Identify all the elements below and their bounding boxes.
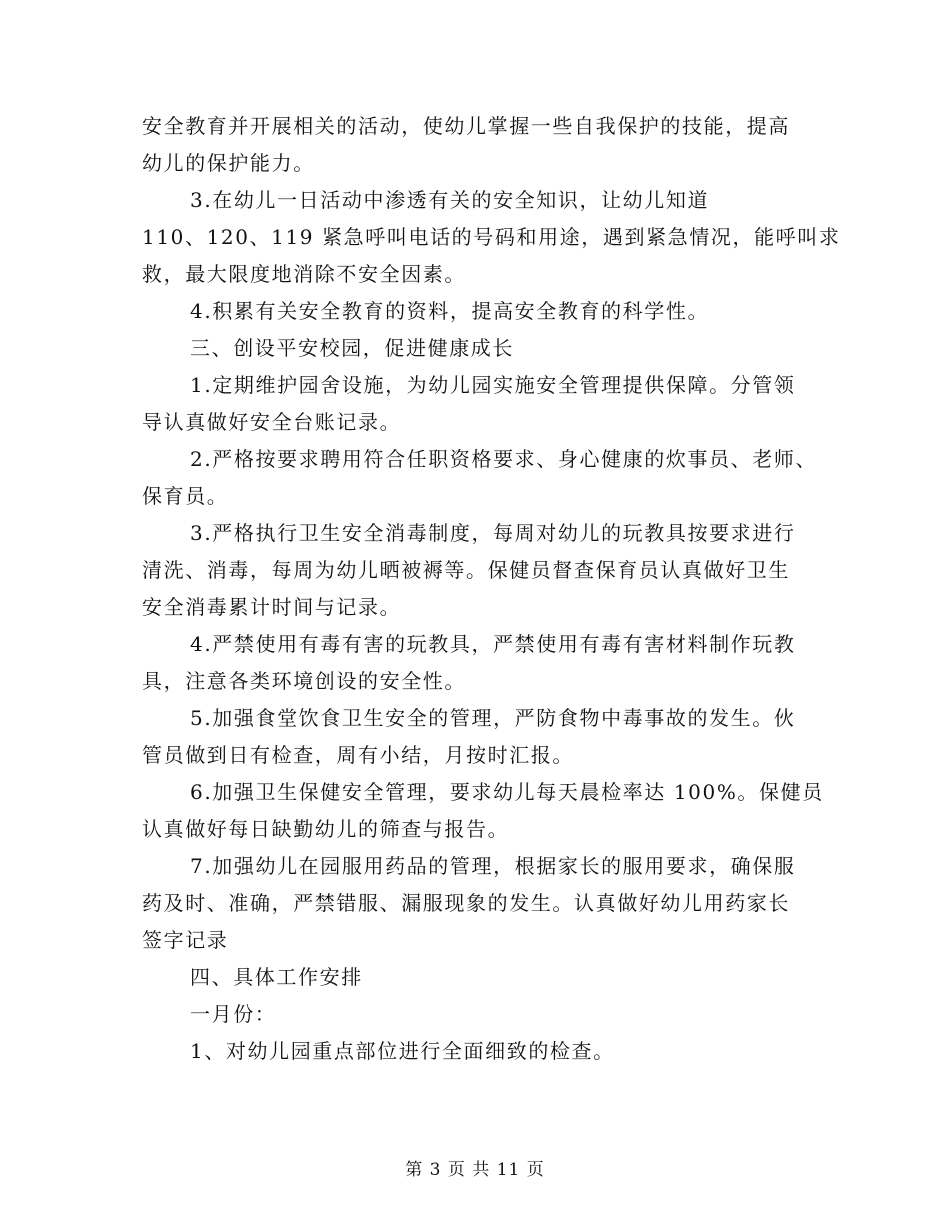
text-line: 7.加强幼儿在园服用药品的管理，根据家长的服用要求，确保服 [190, 854, 796, 878]
text-line: 保育员。 [142, 484, 229, 508]
text-line: 幼儿的保护能力。 [142, 151, 315, 175]
text-line: 4.积累有关安全教育的资料，提高安全教育的科学性。 [190, 299, 710, 323]
text-line: 1.定期维护园舍设施，为幼儿园实施安全管理提供保障。分管领 [190, 373, 796, 397]
text-line: 5.加强食堂饮食卫生安全的管理，严防食物中毒事故的发生。伙 [190, 706, 796, 730]
text-line: 药及时、准确，严禁错服、漏服现象的发生。认真做好幼儿用药家长 [142, 891, 790, 915]
text-line: 救，最大限度地消除不安全因素。 [142, 262, 466, 286]
text-line: 认真做好每日缺勤幼儿的筛查与报告。 [142, 817, 510, 841]
text-line: 安全教育并开展相关的活动，使幼儿掌握一些自我保护的技能，提高 [142, 114, 790, 138]
text-line: 管员做到日有检查，周有小结，月按时汇报。 [142, 743, 574, 767]
text-line: 具，注意各类环境创设的安全性。 [142, 669, 466, 693]
text-line: 2.严格按要求聘用符合任职资格要求、身心健康的炊事员、老师、 [190, 447, 818, 471]
text-line: 4.严禁使用有毒有害的玩教具，严禁使用有毒有害材料制作玩教 [190, 632, 796, 656]
text-line: 清洗、消毒，每周为幼儿晒被褥等。保健员督查保育员认真做好卫生 [142, 558, 790, 582]
section-heading: 四、具体工作安排 [190, 965, 363, 989]
text-line: 导认真做好安全台账记录。 [142, 410, 402, 434]
document-body [142, 108, 841, 1070]
text-line: 6.加强卫生保健安全管理，要求幼儿每天晨检率达 100%。保健员 [190, 780, 824, 804]
section-heading: 三、创设平安校园，促进健康成长 [190, 336, 514, 360]
text-line: 3.严格执行卫生安全消毒制度，每周对幼儿的玩教具按要求进行 [190, 521, 796, 545]
subsection-heading: 一月份： [190, 1002, 277, 1026]
text-line: 安全消毒累计时间与记录。 [142, 595, 402, 619]
text-line: 3.在幼儿一日活动中渗透有关的安全知识，让幼儿知道 [190, 188, 710, 212]
page-number-footer: 第 3 页 共 11 页 [405, 1160, 545, 1180]
text-line: 110、120、119 紧急呼叫电话的号码和用途，遇到紧急情况，能呼叫求 [142, 225, 841, 249]
text-line: 签字记录 [142, 928, 229, 952]
text-line: 1、对幼儿园重点部位进行全面细致的检查。 [190, 1039, 615, 1063]
